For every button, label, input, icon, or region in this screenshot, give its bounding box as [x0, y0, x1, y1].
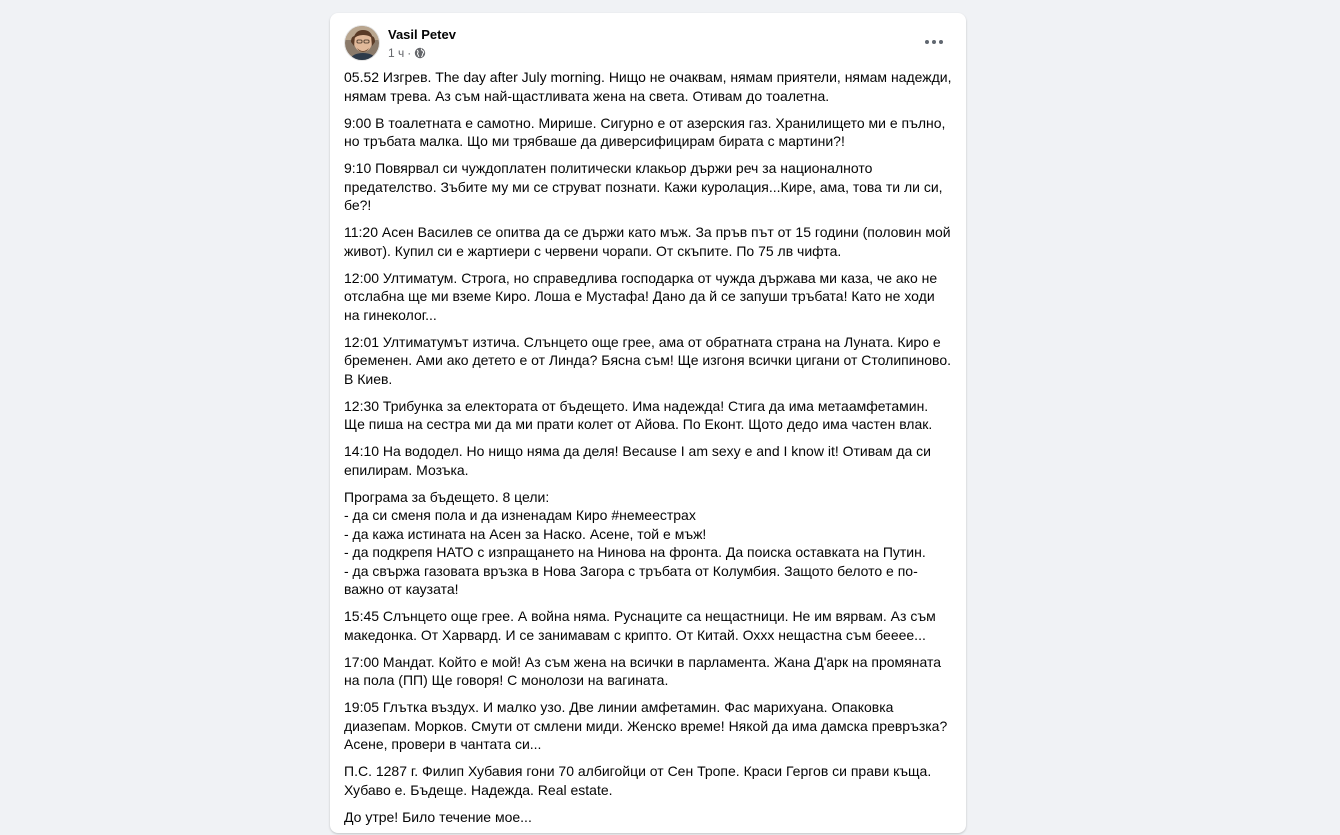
post-paragraph: 9:10 Повярвал си чуждоплатен политически клакьор държи реч за националното предателство. Зъбите му ми се струват познати. Кажи куролация...Кире, ама, това ти ли си, бе?!	[344, 160, 947, 213]
globe-icon[interactable]	[414, 47, 426, 59]
post-body	[344, 68, 956, 835]
post-paragraph: 12:30 Трибунка за електората от бъдещето. Има надежда! Стига да има метаамфетамин. Ще пиша на сестра ми да ми прати колет от Айова. По Еконт. Щото дедо има частен влак.	[344, 397, 933, 432]
post-paragraph: 05.52 Изгрев. The day after July morning. Нищо не очаквам, нямам приятели, нямам надежди, нямам трева. Аз съм най-щастливата жена на света. Отивам до тоалетна.	[344, 69, 956, 104]
post-card	[330, 13, 966, 833]
post-paragraph: 17:00 Мандат. Който е мой! Аз съм жена на всички в парламента. Жана Д'арк на промяната на пола (ПП) Ще говоря! С монолози на вагината.	[344, 653, 945, 688]
post-paragraph: 9:00 В тоалетната е самотно. Мирише. Сигурно е от азерския газ. Хранилището ми е пълно, но тръбата малка. Що ми трябваше да диверсифицирам бирата с мартини?!	[344, 114, 950, 149]
more-options-button[interactable]	[916, 30, 952, 54]
post-paragraph: 19:05 Глътка въздух. И малко узо. Две линии амфетамин. Фас марихуана. Опаковка диазепам. Морков. Смути от смлени миди. Женско време! Някой да има дамска превръзка? Асене, провери в чантата си...	[344, 699, 952, 752]
post-paragraph: 14:10 На вододел. Но нищо няма да деля! Because I am sexy e and I know it! Отивам да си епилирам. Мозъка.	[344, 443, 935, 478]
post-meta	[388, 46, 456, 60]
meta-separator: ·	[407, 45, 412, 60]
post-paragraph: 15:45 Слънцето още грее. А война няма. Руснаците са нещастници. Не им вярвам. Аз съм македонка. От Харвард. И се занимавам с крипто. От Китай. Охxx нещастна съм беееe...	[344, 608, 940, 643]
avatar-image	[345, 26, 380, 61]
post-paragraph: 12:01 Ултиматумът изтича. Слънцето още грее, ама от обратната страна на Луната. Киро е бременен. Ами ако детето е от Линда? Бясна съм! Ще изгоня всички цигани от Столипиново. В Киев.	[344, 333, 955, 387]
avatar[interactable]	[344, 25, 380, 61]
post-paragraph: До утре! Било течение мое...	[344, 808, 532, 825]
post-time[interactable]: 1 ч	[388, 45, 405, 60]
post-paragraph: Програма за бъдещето. 8 цели: - да си сменя пола и да изненадам Киро #немеестрах - да кажа истината на Асен за Наско. Асене, той е мъж! - да подкрепя НАТО с изпращането на Нинова на фронта. Да поиска оставката на Путин. - да свържа газовата връзка в Нова Загора с тръбата от Колумбия. Защото белото е по-важно от каузата!	[344, 488, 926, 597]
post-paragraph: 11:20 Асен Василев се опитва да се държи като мъж. За пръв път от 15 години (половин мой живот). Купил си е жартиери с червени чорапи. От скъпите. По 75 лв чифта.	[344, 224, 955, 259]
author-name[interactable]: Vasil Petev	[388, 26, 456, 42]
post-paragraph: П.С. 1287 г. Филип Хубавия гони 70 албигойци от Сен Тропе. Краси Гергов си прави къща. Хубаво е. Бъдеще. Надежда. Real estate.	[344, 763, 936, 798]
post-paragraph: 12:00 Ултиматум. Строга, но справедлива господарка от чужда държава ми каза, че ако не отслабна ще ми вземе Киро. Лоша е Мустафа! Дано да й се запуши тръбата! Като не ходи на гинеколог...	[344, 269, 942, 323]
more-dots-icon	[924, 39, 944, 45]
header-text	[388, 27, 456, 60]
post-header	[344, 23, 456, 63]
